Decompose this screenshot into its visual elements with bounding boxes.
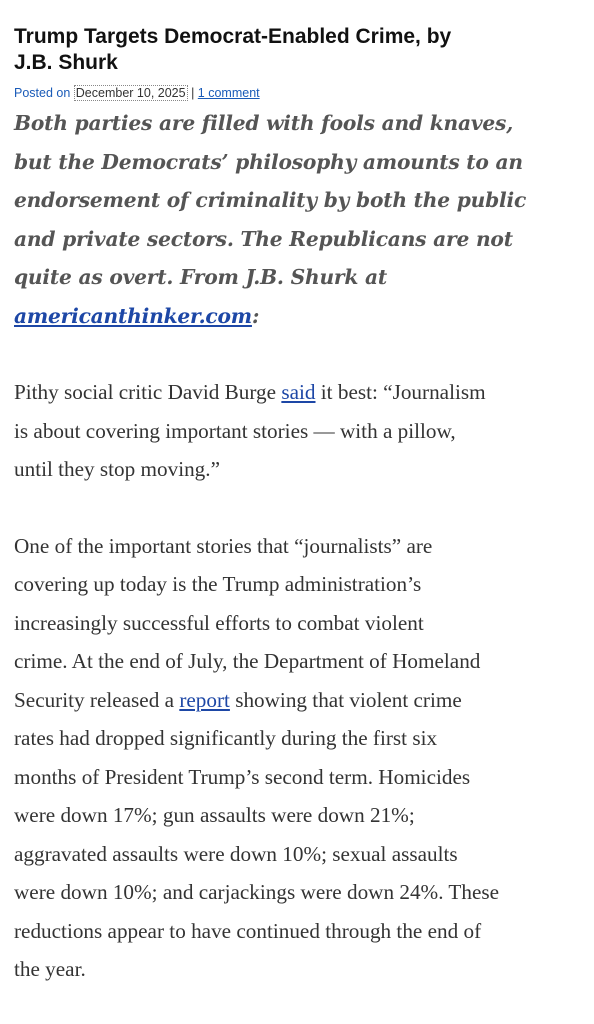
post-title-line-2: J.B. Shurk <box>14 51 118 74</box>
intro-line: Both parties are filled with fools and knaves, <box>14 111 514 135</box>
paragraph-line: is about covering important stories — with a pillow, <box>14 418 456 443</box>
post-title-line-1: Trump Targets Democrat-Enabled Crime, by <box>14 25 452 48</box>
paragraph-line: months of President Trump’s second term. Homicides <box>14 764 471 789</box>
paragraph-line: One of the important stories that “journalists” are <box>14 533 433 558</box>
paragraph-line: until they stop moving.” <box>14 457 220 481</box>
report-link[interactable]: report <box>179 687 230 712</box>
paragraph-line: reductions appear to have continued through the end of <box>14 918 482 943</box>
intro-line: and private sectors. The Republicans are not <box>14 226 513 251</box>
meta-separator: | <box>191 86 195 100</box>
paragraph-line <box>14 373 584 412</box>
intro-line: but the Democrats’ philosophy amounts to an <box>14 149 523 174</box>
text-run: it best: “Journalism <box>315 380 486 404</box>
paragraph-line: covering up today is the Trump administration’s <box>14 572 422 596</box>
source-link[interactable]: americanthinker.com <box>14 303 252 328</box>
intro-paragraph <box>14 104 584 335</box>
text-run: Security released a <box>14 687 180 712</box>
text-run: showing that violent crime <box>229 687 462 712</box>
intro-line: quite as overt. From J.B. Shurk at <box>14 265 387 289</box>
said-link[interactable]: said <box>281 380 316 404</box>
paragraph-line: were down 10%; and carjackings were down 24%. These <box>14 880 499 904</box>
paragraph-line <box>14 681 584 720</box>
post-date-link[interactable]: December 10, 2025 <box>75 86 186 100</box>
text-run: Pithy social critic David Burge <box>14 380 282 404</box>
paragraph-line: rates had dropped significantly during the first six <box>14 726 438 750</box>
paragraph-line: were down 17%; gun assaults were down 21%; <box>14 803 415 827</box>
comments-link[interactable]: 1 comment <box>197 86 260 100</box>
paragraph-2 <box>14 527 584 989</box>
intro-line-source <box>14 297 584 336</box>
posted-on-label: Posted on <box>14 86 71 100</box>
paragraph-line: crime. At the end of July, the Department of Homeland <box>14 649 481 673</box>
post-meta <box>14 84 584 102</box>
intro-line: endorsement of criminality by both the public <box>14 188 527 212</box>
paragraph-line: aggravated assaults were down 10%; sexual assaults <box>14 841 458 866</box>
paragraph-line: the year. <box>14 957 86 981</box>
paragraph-line: increasingly successful efforts to combat violent <box>14 610 424 635</box>
post-title <box>14 24 514 76</box>
intro-colon: : <box>251 303 260 328</box>
paragraph-1 <box>14 373 584 489</box>
article <box>14 24 584 989</box>
